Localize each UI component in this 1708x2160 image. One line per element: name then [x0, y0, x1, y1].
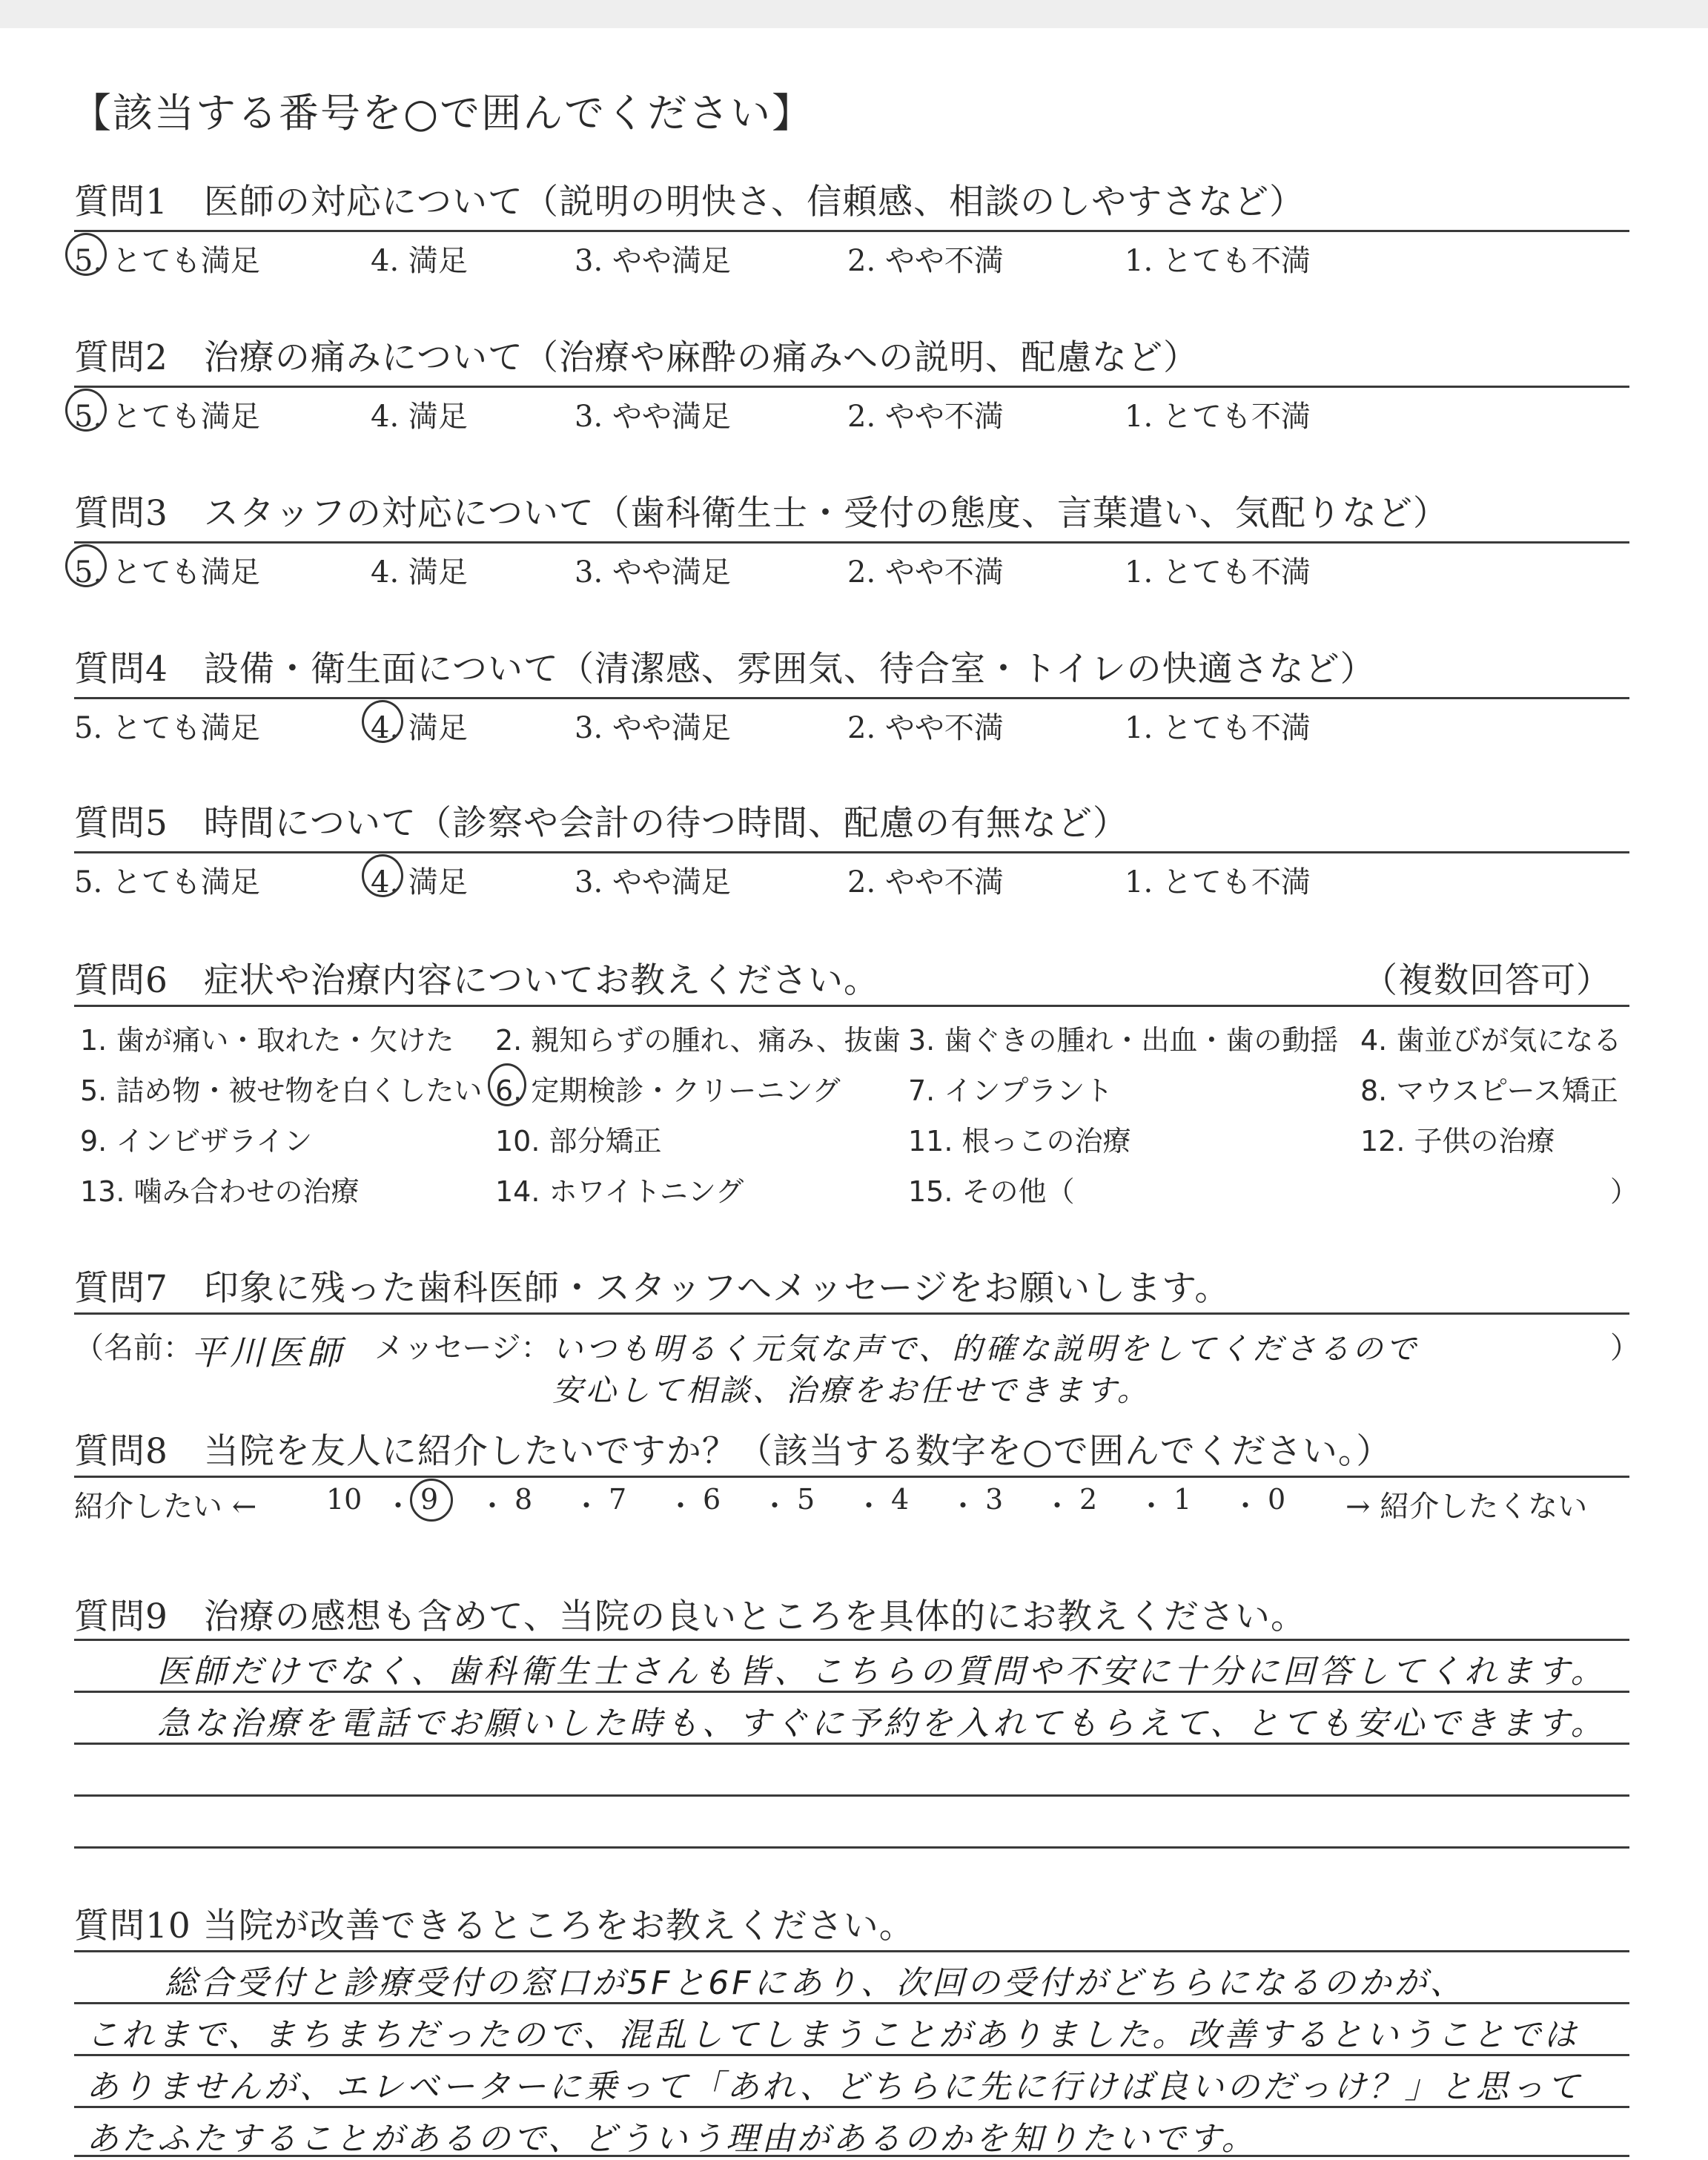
question-4-rule — [74, 697, 1629, 699]
q8-scale-dot: ・ — [1137, 1490, 1166, 1522]
q10-title: 質問10 当院が改善できるところをお教えください。 — [74, 1906, 915, 1946]
question-2-title: 質問2 治療の痛みについて（治療や麻酔の痛みへの説明、配慮など） — [74, 337, 1199, 378]
question-5-option-3[interactable]: 3. やや満足 — [575, 865, 731, 899]
q6-option-14[interactable]: 14. ホワイトニング — [495, 1175, 744, 1208]
q6-rule — [74, 1005, 1629, 1007]
question-3-rule — [74, 541, 1629, 544]
q8-scale-0[interactable]: 0 — [1268, 1483, 1286, 1516]
question-1-rule — [74, 230, 1629, 232]
q7-title: 質問7 印象に残った歯科医師・スタッフへメッセージをお願いします。 — [74, 1268, 1231, 1309]
question-2-option-2[interactable]: 2. やや不満 — [847, 400, 1004, 434]
q9-answer-line-2[interactable]: 急な治療を電話でお願いした時も、すぐに予約を入れてもらえて、とても安心できます。 — [157, 1705, 1607, 1743]
q7-message-line2[interactable]: 安心して相談、治療をお任せできます。 — [552, 1373, 1151, 1408]
q10-answer-line-1[interactable]: 総合受付と診療受付の窓口が5Fと6Fにあり、次回の受付がどちらになるのかが、 — [165, 1964, 1466, 2002]
question-2-option-3[interactable]: 3. やや満足 — [575, 400, 731, 434]
question-1-option-1[interactable]: 1. とても不満 — [1125, 244, 1311, 278]
question-1-option-2[interactable]: 2. やや不満 — [847, 244, 1004, 278]
question-1-option-5[interactable]: 5. とても満足 — [74, 244, 260, 278]
q6-option-3[interactable]: 3. 歯ぐきの腫れ・出血・歯の動揺 — [908, 1024, 1339, 1057]
q6-option-15[interactable]: 15. その他（ — [908, 1175, 1075, 1208]
q8-scale-dot: ・ — [855, 1490, 884, 1522]
question-5-rule — [74, 851, 1629, 853]
question-3-option-3[interactable]: 3. やや満足 — [575, 555, 731, 589]
q8-scale-5[interactable]: 5 — [797, 1483, 815, 1516]
q6-option-8[interactable]: 8. マウスピース矯正 — [1360, 1074, 1618, 1107]
q9-answer-line-1[interactable]: 医師だけでなく、歯科衛生士さんも皆、こちらの質問や不安に十分に回答してくれます。 — [157, 1653, 1607, 1691]
q6-option-4[interactable]: 4. 歯並びが気になる — [1360, 1024, 1622, 1057]
q9-ruled-line — [74, 1846, 1629, 1849]
q9-ruled-line — [74, 1639, 1629, 1641]
question-4-option-1[interactable]: 1. とても不満 — [1125, 711, 1311, 745]
q8-scale-dot: ・ — [761, 1490, 790, 1522]
question-5-option-5[interactable]: 5. とても満足 — [74, 865, 260, 899]
q6-option-13[interactable]: 13. 噛み合わせの治療 — [80, 1175, 360, 1208]
q7-name-label: （名前： — [74, 1331, 193, 1365]
question-1-title: 質問1 医師の対応について（説明の明快さ、信頼感、相談のしやすさなど） — [74, 182, 1305, 222]
q6-option-2[interactable]: 2. 親知らずの腫れ、痛み、抜歯 — [495, 1024, 901, 1057]
q7-close-paren: ） — [1610, 1331, 1640, 1365]
form-heading: 【該当する番号を○で囲んでください】 — [71, 90, 814, 136]
q8-scale-dot: ・ — [572, 1490, 601, 1522]
q6-option-7[interactable]: 7. インプラント — [908, 1074, 1113, 1107]
q6-option-6[interactable]: 6. 定期検診・クリーニング — [495, 1074, 841, 1107]
question-3-option-4[interactable]: 4. 満足 — [371, 555, 468, 589]
q8-scale-10[interactable]: 10 — [326, 1483, 363, 1516]
q8-scale-6[interactable]: 6 — [703, 1483, 721, 1516]
question-3-option-2[interactable]: 2. やや不満 — [847, 555, 1004, 589]
question-5-option-2[interactable]: 2. やや不満 — [847, 865, 1004, 899]
question-1-option-4[interactable]: 4. 満足 — [371, 244, 468, 278]
question-5-option-4[interactable]: 4. 満足 — [371, 865, 468, 899]
question-1-option-3[interactable]: 3. やや満足 — [575, 244, 731, 278]
q8-right-label: → 紹介したくない — [1345, 1490, 1588, 1524]
q6-selection-circle — [488, 1063, 526, 1106]
question-2-rule — [74, 386, 1629, 388]
q8-scale-4[interactable]: 4 — [891, 1483, 910, 1516]
q7-message-label: メッセージ： — [374, 1331, 551, 1365]
question-2-selection-circle — [65, 389, 107, 432]
q7-name-value[interactable]: 平川医師 — [191, 1332, 345, 1373]
question-4-option-5[interactable]: 5. とても満足 — [74, 711, 260, 745]
q7-rule — [74, 1312, 1629, 1315]
question-5-option-1[interactable]: 1. とても不満 — [1125, 865, 1311, 899]
q8-scale-9[interactable]: 9 — [420, 1483, 439, 1516]
q8-scale-dot: ・ — [1043, 1490, 1072, 1522]
q8-scale-dot: ・ — [478, 1490, 507, 1522]
q6-note: （複数回答可） — [1363, 960, 1612, 1001]
q8-scale-1[interactable]: 1 — [1174, 1483, 1192, 1516]
q8-scale-dot: ・ — [384, 1490, 413, 1522]
q9-title: 質問9 治療の感想も含めて、当院の良いところを具体的にお教えください。 — [74, 1596, 1306, 1637]
q6-title: 質問6 症状や治療内容についてお教えください。 — [74, 960, 879, 1001]
q8-scale-dot: ・ — [1231, 1490, 1260, 1522]
q6-option-1[interactable]: 1. 歯が痛い・取れた・欠けた — [80, 1024, 454, 1057]
question-3-option-5[interactable]: 5. とても満足 — [74, 555, 260, 589]
q6-option-10[interactable]: 10. 部分矯正 — [495, 1125, 662, 1157]
q8-scale-7[interactable]: 7 — [609, 1483, 627, 1516]
scan-top-edge — [0, 0, 1708, 28]
q8-title: 質問8 当院を友人に紹介したいですか？（該当する数字を○で囲んでください。） — [74, 1431, 1392, 1472]
q8-selection-circle — [410, 1479, 453, 1522]
q8-scale-dot: ・ — [666, 1490, 695, 1522]
q8-scale-8[interactable]: 8 — [514, 1483, 533, 1516]
question-3-selection-circle — [65, 544, 107, 587]
question-4-selection-circle — [362, 700, 403, 743]
q6-option-9[interactable]: 9. インビザライン — [80, 1125, 313, 1157]
question-4-option-4[interactable]: 4. 満足 — [371, 711, 468, 745]
q6-option-5[interactable]: 5. 詰め物・被せ物を白くしたい — [80, 1074, 483, 1107]
q7-message-line1[interactable]: いつも明るく元気な声で、的確な説明をしてくださるので — [552, 1331, 1420, 1367]
question-4-option-3[interactable]: 3. やや満足 — [575, 711, 731, 745]
q6-option-12[interactable]: 12. 子供の治療 — [1360, 1125, 1555, 1157]
question-4-title: 質問4 設備・衛生面について（清潔感、雰囲気、待合室・トイレの快適さなど） — [74, 649, 1376, 690]
question-2-option-4[interactable]: 4. 満足 — [371, 400, 468, 434]
question-1-selection-circle — [65, 233, 107, 276]
q6-option-16: ） — [1610, 1175, 1639, 1208]
question-5-selection-circle — [362, 854, 403, 897]
q8-rule — [74, 1476, 1629, 1478]
question-2-option-1[interactable]: 1. とても不満 — [1125, 400, 1311, 434]
q8-scale-dot: ・ — [949, 1490, 978, 1522]
q10-ruled-line — [74, 1950, 1629, 1952]
q8-scale-3[interactable]: 3 — [985, 1483, 1004, 1516]
question-4-option-2[interactable]: 2. やや不満 — [847, 711, 1004, 745]
question-5-title: 質問5 時間について（診察や会計の待つ時間、配慮の有無など） — [74, 803, 1128, 844]
q10-answer-line-3[interactable]: ありませんが、エレベーターに乗って「あれ、どちらに先に行けば良いのだっけ？」と思って — [86, 2068, 1583, 2106]
question-2-option-5[interactable]: 5. とても満足 — [74, 400, 260, 434]
q9-ruled-line — [74, 1794, 1629, 1797]
q10-answer-line-4[interactable]: あたふたすることがあるので、どういう理由があるのかを知りたいです。 — [86, 2120, 1257, 2158]
question-3-option-1[interactable]: 1. とても不満 — [1125, 555, 1311, 589]
q8-scale-2[interactable]: 2 — [1079, 1483, 1098, 1516]
q8-left-label: 紹介したい ← — [74, 1490, 257, 1524]
question-3-title: 質問3 スタッフの対応について（歯科衛生士・受付の態度、言葉遣い、気配りなど） — [74, 493, 1449, 534]
q10-answer-line-2[interactable]: これまで、まちまちだったので、混乱してしまうことがありました。改善するということでは — [86, 2016, 1580, 2054]
q6-option-11[interactable]: 11. 根っこの治療 — [908, 1125, 1131, 1157]
